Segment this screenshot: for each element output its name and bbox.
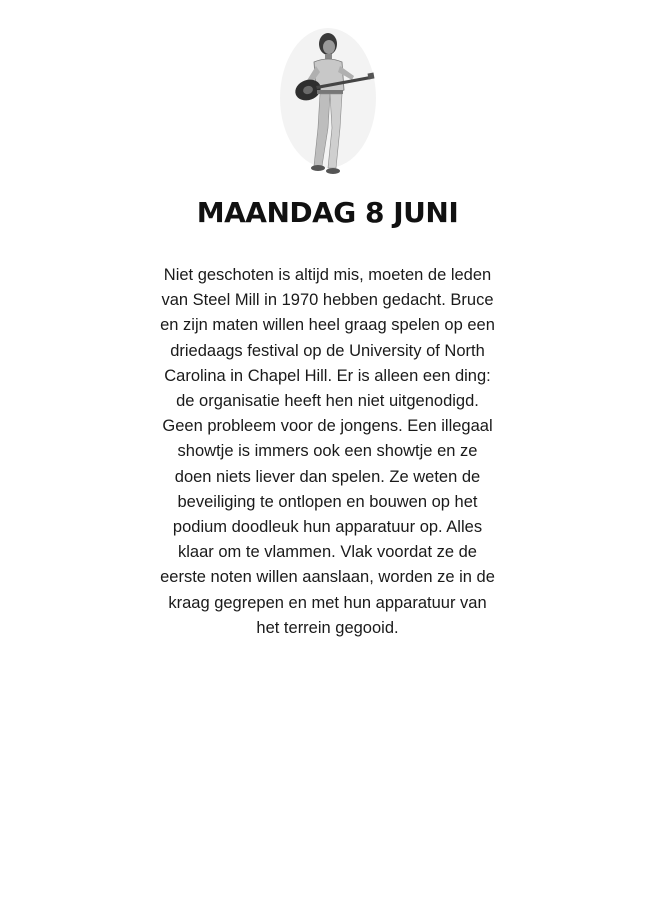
guitarist-icon — [278, 28, 378, 180]
article-line: eerste noten willen aanslaan, worden ze in de — [160, 568, 495, 587]
article-line: en zijn maten willen heel graag spelen op een — [160, 316, 495, 335]
article-line: het terrein gegooid. — [256, 618, 399, 637]
article-line: showtje is immers ook een showtje en ze — [177, 442, 478, 461]
article-line: van Steel Mill in 1970 hebben gedacht. Bruce — [161, 291, 494, 310]
article-line: de organisatie heeft hen niet uitgenodigd. — [176, 392, 479, 411]
article-line: Carolina in Chapel Hill. Er is alleen een ding: — [164, 366, 491, 385]
article-line: kraag gegrepen en met hun apparatuur van — [168, 593, 487, 612]
guitarist-photo — [278, 28, 378, 180]
article-line: driedaags festival op de University of North — [170, 341, 485, 360]
article-line: klaar om te vlammen. Vlak voordat ze de — [178, 543, 477, 562]
article-line: podium doodleuk hun apparatuur op. Alles — [172, 518, 483, 537]
article-line: Geen probleem voor de jongens. Een illegaal — [162, 417, 493, 436]
article-line: doen niets liever dan spelen. Ze weten de — [174, 467, 481, 486]
page-title: MAANDAG 8 JUNI — [196, 196, 459, 229]
article-line: beveiliging te ontlopen en bouwen op het — [177, 492, 478, 511]
article-body — [120, 263, 535, 641]
article-line: Niet geschoten is altijd mis, moeten de leden — [163, 266, 492, 284]
